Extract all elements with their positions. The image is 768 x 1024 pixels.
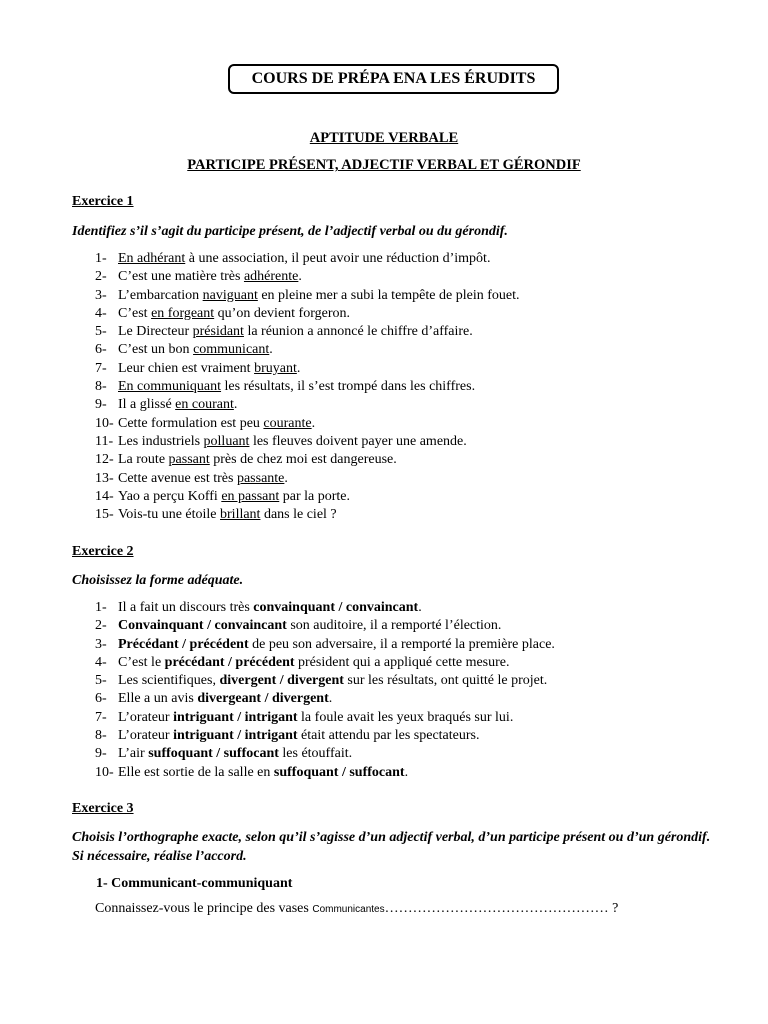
list-item	[95, 433, 519, 451]
exercise1-heading: Exercice 1	[72, 194, 134, 209]
list-item	[95, 654, 555, 672]
subtitle: PARTICIPE PRÉSENT, ADJECTIF VERBAL ET GÉRONDIF	[187, 157, 581, 173]
exercise2-list	[95, 599, 555, 782]
item-number: 5-	[95, 673, 107, 689]
list-item	[95, 690, 555, 708]
item-text: Vois-tu une étoile	[118, 507, 221, 523]
item-text-end: .	[328, 691, 333, 707]
section-title: APTITUDE VERBALE	[309, 130, 459, 146]
underlined-term: en forgeant	[151, 305, 215, 321]
item-text: Le Directeur	[118, 324, 193, 340]
item-text: Cette avenue est très	[118, 470, 237, 486]
list-item	[95, 745, 555, 763]
item-text-end: par la porte.	[279, 488, 350, 504]
list-item	[95, 250, 519, 268]
underlined-term: courante	[263, 415, 312, 431]
list-item	[95, 360, 519, 378]
list-item	[95, 617, 555, 635]
item-number: 10-	[95, 764, 114, 780]
item-text: L’orateur	[118, 709, 174, 725]
item-text-end: la réunion a annoncé le chiffre d’affaire.	[243, 324, 473, 340]
item-text-end: .	[284, 470, 288, 486]
exercise3-instruction: Choisis l’orthographe exacte, selon qu’il s’agisse d’un adjectif verbal, d’un participe présent ou d’un gérondif. Si nécessaire, réalise l’accord.	[72, 830, 711, 864]
item-number: 4-	[95, 654, 107, 670]
item-text-end: .	[269, 342, 273, 358]
list-item	[95, 709, 555, 727]
handwritten-answer: Communicantes	[312, 904, 385, 915]
item-text: L’embarcation	[118, 287, 203, 303]
list-item	[95, 451, 519, 469]
item-number: 14-	[95, 488, 114, 504]
underlined-term: passant	[168, 452, 210, 468]
list-item	[95, 672, 555, 690]
answer-choices: divergent / divergent	[219, 673, 344, 689]
list-item	[95, 396, 519, 414]
list-item	[95, 341, 519, 359]
item-number: 8-	[95, 379, 107, 395]
document-title: COURS DE PRÉPA ENA LES ÉRUDITS	[228, 64, 559, 94]
item-number: 6-	[95, 691, 107, 707]
item-text-end: .	[404, 764, 409, 780]
underlined-term: en courant	[175, 397, 234, 413]
item-number: 2-	[95, 269, 107, 285]
item-number: 3-	[95, 287, 107, 303]
item-number: 7-	[95, 709, 107, 725]
item-text: La route	[118, 452, 169, 468]
item-text-end: .	[418, 600, 422, 615]
item-number: 1-	[95, 600, 107, 615]
underlined-term: en passant	[221, 488, 280, 504]
answer-choices: intriguant / intrigant	[173, 728, 298, 744]
item-text: Leur chien est vraiment	[118, 360, 255, 376]
item-text-end: était attendu par les spectateurs.	[297, 728, 480, 744]
item-text: C’est	[118, 305, 152, 321]
underlined-term: bruyant	[254, 360, 297, 376]
item-number: 13-	[95, 470, 114, 486]
item-text-end: qu’on devient forgeron.	[214, 305, 350, 321]
item-text-end: son auditoire, il a remporté l’élection.	[286, 618, 502, 634]
item-text: L’air	[118, 746, 149, 762]
list-item	[95, 415, 519, 433]
answer-choices: précédant / précédent	[164, 654, 295, 670]
item-text-end: .	[311, 415, 316, 431]
item-text-end: .	[233, 397, 238, 413]
item-text-end: la foule avait les yeux braqués sur lui.	[297, 709, 514, 725]
underlined-term: En communiquant	[118, 379, 222, 395]
item-text-end: .	[296, 360, 301, 376]
item-text: C’est un bon	[118, 342, 194, 358]
item-text-end: à une association, il peut avoir une réduction d’impôt.	[185, 251, 491, 266]
list-item	[95, 305, 519, 323]
item-number: 2-	[95, 618, 107, 634]
exercise1-instruction: Identifiez s’il s’agit du participe présent, de l’adjectif verbal ou du gérondif.	[72, 224, 508, 239]
answer-choices: Convainquant / convaincant	[118, 618, 287, 634]
sentence-end: ?	[608, 901, 619, 916]
answer-choices: convainquant / convaincant	[253, 600, 419, 615]
underlined-term: présidant	[192, 324, 244, 340]
item-number: 15-	[95, 507, 114, 523]
item-text-end: de peu son adversaire, il a remporté la première place.	[248, 636, 555, 652]
list-item	[95, 488, 519, 506]
underlined-term: En adhérant	[118, 251, 186, 266]
underlined-term: adhérente	[243, 269, 299, 285]
list-item	[95, 599, 555, 617]
exercise3-subheading: 1- Communicant-communiquant	[96, 876, 293, 891]
item-text-end: les étouffait.	[278, 746, 353, 762]
item-text-end: président qui a appliqué cette mesure.	[294, 654, 510, 670]
underlined-term: communicant	[193, 342, 270, 358]
item-text: Il a glissé	[118, 397, 176, 413]
underlined-term: brillant	[220, 507, 261, 523]
underlined-term: naviguant	[202, 287, 258, 303]
exercise3-heading: Exercice 3	[72, 801, 134, 816]
exercise1-list	[95, 250, 519, 524]
answer-dots: …………………………………………	[384, 901, 609, 916]
list-item	[95, 506, 519, 524]
list-item	[95, 727, 555, 745]
item-number: 6-	[95, 342, 107, 358]
answer-choices: divergeant / divergent	[197, 691, 329, 707]
answer-choices: Précédant / précédent	[118, 636, 249, 652]
exercise3-sentence	[95, 901, 618, 917]
item-text: Yao a perçu Koffi	[118, 488, 222, 504]
item-text: Cette formulation est peu	[118, 415, 264, 431]
item-text-end: les fleuves doivent payer une amende.	[249, 433, 467, 449]
item-text-end: .	[298, 269, 302, 285]
list-item	[95, 323, 519, 341]
item-number: 4-	[95, 305, 107, 321]
item-number: 8-	[95, 728, 107, 744]
list-item	[95, 764, 555, 782]
item-text-end: près de chez moi est dangereuse.	[209, 452, 397, 468]
list-item	[95, 287, 519, 305]
item-text: Les industriels	[118, 433, 204, 449]
item-number: 10-	[95, 415, 114, 431]
item-text: C’est une matière très	[118, 269, 244, 285]
underlined-term: passante	[236, 470, 285, 486]
list-item	[95, 268, 519, 286]
item-text: Il a fait un discours très	[118, 600, 254, 615]
list-item	[95, 636, 555, 654]
item-number: 1-	[95, 251, 107, 266]
sentence-start: Connaissez-vous le principe des vases	[95, 901, 313, 916]
item-text: Elle a un avis	[118, 691, 198, 707]
item-text-end: les résultats, il s’est trompé dans les chiffres.	[221, 379, 476, 395]
item-text-end: dans le ciel ?	[260, 507, 337, 523]
underlined-term: polluant	[203, 433, 250, 449]
answer-choices: suffoquant / suffocant	[273, 764, 405, 780]
list-item	[95, 378, 519, 396]
answer-choices: intriguant / intrigant	[173, 709, 298, 725]
item-text: Elle est sortie de la salle en	[118, 764, 274, 780]
item-number: 5-	[95, 324, 107, 340]
item-number: 3-	[95, 636, 107, 652]
item-text: C’est le	[118, 654, 165, 670]
exercise2-instruction: Choisissez la forme adéquate.	[72, 573, 244, 588]
item-number: 9-	[95, 746, 107, 762]
item-number: 9-	[95, 397, 107, 413]
item-number: 11-	[95, 433, 114, 449]
item-text: L’orateur	[118, 728, 174, 744]
item-text-end: sur les résultats, ont quitté le projet.	[343, 673, 548, 689]
answer-choices: suffoquant / suffocant	[148, 746, 279, 762]
item-text: Les scientifiques,	[118, 673, 220, 689]
list-item	[95, 470, 519, 488]
item-text-end: en pleine mer a subi la tempête de plein fouet.	[257, 287, 520, 303]
item-number: 12-	[95, 452, 114, 468]
exercise2-heading: Exercice 2	[72, 544, 134, 559]
item-number: 7-	[95, 360, 107, 376]
